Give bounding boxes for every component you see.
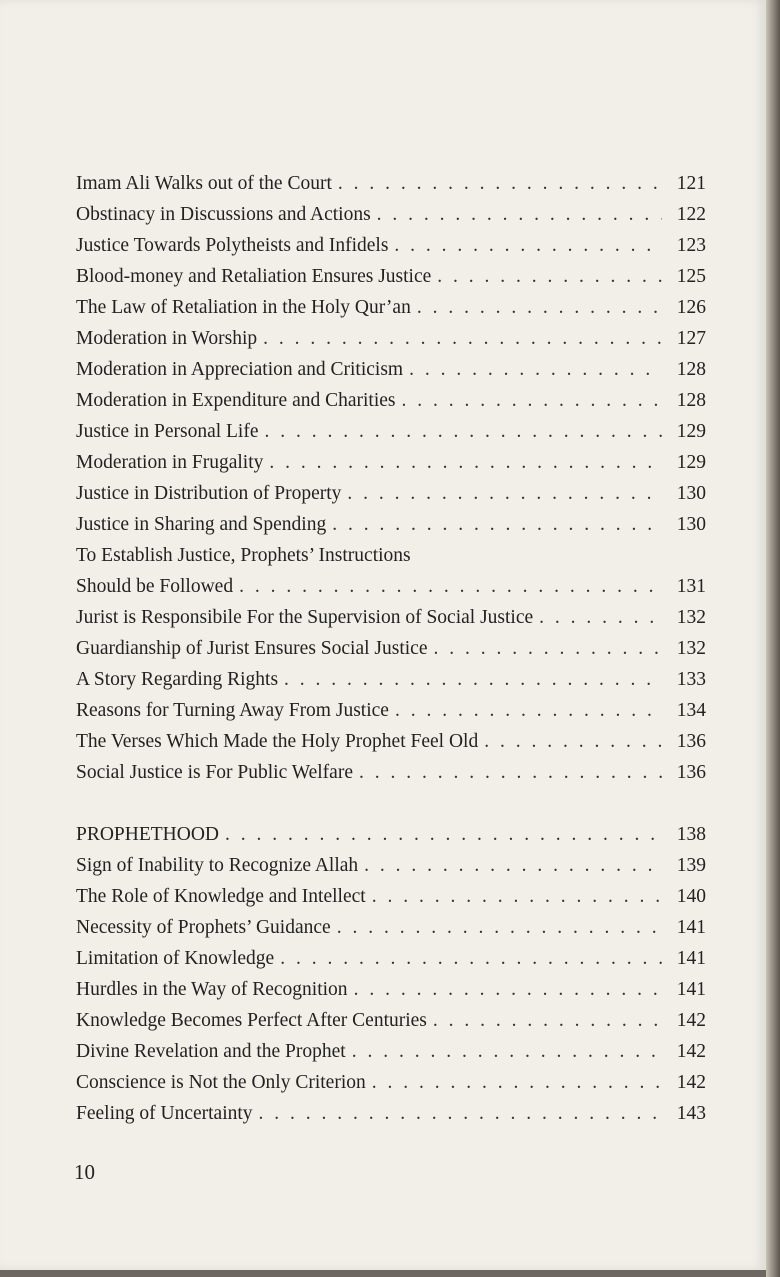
toc-entry-page: 129 — [676, 421, 706, 442]
toc-entry — [76, 850, 706, 881]
toc-entry — [76, 509, 706, 540]
toc-entry — [76, 323, 706, 354]
toc-entry — [76, 168, 706, 199]
toc-entry-title: Feeling of Uncertainty — [76, 1103, 253, 1124]
toc-entry-title: Jurist is Responsibile For the Supervision of Social Justice — [76, 607, 534, 628]
toc-entry-page: 123 — [676, 235, 706, 256]
toc-entry-title: Imam Ali Walks out of the Court — [76, 173, 332, 194]
leader-dots — [280, 943, 662, 974]
toc-entry — [76, 292, 706, 323]
leader-dots — [409, 354, 662, 385]
toc-entry-title: Moderation in Frugality — [76, 452, 264, 473]
toc-section-heading — [76, 819, 706, 850]
leader-dots — [377, 199, 662, 230]
leader-dots — [265, 416, 663, 447]
toc-entry-title: Moderation in Worship — [76, 328, 258, 349]
leader-dots — [225, 819, 662, 850]
toc-entry — [76, 354, 706, 385]
leader-dots — [434, 633, 663, 664]
leader-dots — [269, 447, 662, 478]
toc-entry-page: 136 — [676, 731, 706, 752]
leader-dots — [402, 385, 662, 416]
toc-entry — [76, 1067, 706, 1098]
toc-entry-title: Sign of Inability to Recognize Allah — [76, 855, 359, 876]
toc-entry-title: Divine Revelation and the Prophet — [76, 1041, 346, 1062]
toc-entry-page: 139 — [676, 855, 706, 876]
leader-dots — [395, 695, 662, 726]
toc-entry-page: 142 — [676, 1010, 706, 1031]
toc-entry-title: Social Justice is For Public Welfare — [76, 762, 353, 783]
toc-entry-page: 122 — [676, 204, 706, 225]
toc-entry-page: 136 — [676, 762, 706, 783]
section-gap — [76, 788, 706, 819]
toc-entry-page: 128 — [676, 359, 706, 380]
toc-entry-page: 141 — [676, 948, 706, 969]
leader-dots — [372, 1067, 662, 1098]
toc-entry — [76, 974, 706, 1005]
toc-entry-page: 141 — [676, 917, 706, 938]
leader-dots — [263, 323, 662, 354]
toc-entry — [76, 540, 706, 571]
toc-entry — [76, 1098, 706, 1129]
toc-entry-title: Conscience is Not the Only Criterion — [76, 1072, 366, 1093]
toc-entry — [76, 230, 706, 261]
leader-dots — [372, 881, 662, 912]
section-page: 138 — [676, 824, 706, 845]
book-spine-edge — [766, 0, 780, 1277]
toc-entry — [76, 943, 706, 974]
toc-entry — [76, 726, 706, 757]
toc-entry — [76, 385, 706, 416]
toc-entry-title: Obstinacy in Discussions and Actions — [76, 204, 371, 225]
leader-dots — [352, 1036, 662, 1067]
toc-entry-title: A Story Regarding Rights — [76, 669, 279, 690]
table-of-contents — [76, 168, 706, 1129]
toc-entry-page: 142 — [676, 1041, 706, 1062]
toc-entry-title: Justice in Personal Life — [76, 421, 259, 442]
toc-entry-title: To Establish Justice, Prophets’ Instructions — [76, 545, 411, 566]
toc-entry-page: 121 — [676, 173, 706, 194]
leader-dots — [284, 664, 662, 695]
toc-entry-page: 141 — [676, 979, 706, 1000]
toc-entry-page: 128 — [676, 390, 706, 411]
toc-entry-title: Moderation in Appreciation and Criticism — [76, 359, 404, 380]
toc-entry-title: Limitation of Knowledge — [76, 948, 275, 969]
toc-entry-title: Guardianship of Jurist Ensures Social Justice — [76, 638, 428, 659]
toc-entry — [76, 447, 706, 478]
page-number: 10 — [74, 1160, 95, 1184]
toc-entry — [76, 695, 706, 726]
toc-entry-title: Reasons for Turning Away From Justice — [76, 700, 389, 721]
toc-entry-title: Moderation in Expenditure and Charities — [76, 390, 396, 411]
leader-dots — [332, 509, 662, 540]
leader-dots — [484, 726, 662, 757]
leader-dots — [359, 757, 662, 788]
toc-entry-page: 132 — [676, 607, 706, 628]
leader-dots — [338, 168, 662, 199]
toc-entry-title: Knowledge Becomes Perfect After Centuries — [76, 1010, 427, 1031]
toc-entry — [76, 633, 706, 664]
toc-entry-page: 126 — [676, 297, 706, 318]
toc-entry-title: The Law of Retaliation in the Holy Qur’an — [76, 297, 411, 318]
toc-entry-page: 140 — [676, 886, 706, 907]
leader-dots — [417, 292, 662, 323]
toc-entry — [76, 571, 706, 602]
leader-dots — [437, 261, 662, 292]
toc-entry-page: 129 — [676, 452, 706, 473]
toc-entry-page: 130 — [676, 483, 706, 504]
toc-entry-page: 125 — [676, 266, 706, 287]
section-title: PROPHETHOOD — [76, 824, 220, 845]
toc-entry-page: 133 — [676, 669, 706, 690]
toc-entry-title: Necessity of Prophets’ Guidance — [76, 917, 331, 938]
toc-entry — [76, 261, 706, 292]
toc-entry — [76, 664, 706, 695]
toc-entry-page: 143 — [676, 1103, 706, 1124]
leader-dots — [433, 1005, 662, 1036]
leader-dots — [239, 571, 662, 602]
toc-entry-title: Hurdles in the Way of Recognition — [76, 979, 348, 1000]
toc-entry-page: 131 — [676, 576, 706, 597]
leader-dots — [347, 478, 662, 509]
toc-entry — [76, 199, 706, 230]
toc-entry-title: Justice Towards Polytheists and Infidels — [76, 235, 389, 256]
leader-dots — [394, 230, 662, 261]
leader-dots — [364, 850, 662, 881]
toc-entry — [76, 757, 706, 788]
toc-entry-title: Justice in Distribution of Property — [76, 483, 342, 504]
toc-entry-page: 134 — [676, 700, 706, 721]
toc-entry-page: 142 — [676, 1072, 706, 1093]
leader-dots — [259, 1098, 662, 1129]
leader-dots — [337, 912, 662, 943]
toc-entry-title: The Verses Which Made the Holy Prophet Feel Old — [76, 731, 479, 752]
leader-dots — [354, 974, 662, 1005]
toc-entry-page: 130 — [676, 514, 706, 535]
toc-entry — [76, 881, 706, 912]
toc-entry-title: Should be Followed — [76, 576, 234, 597]
toc-entry — [76, 602, 706, 633]
toc-entry-page: 127 — [676, 328, 706, 349]
toc-entry — [76, 1036, 706, 1067]
toc-entry — [76, 478, 706, 509]
toc-entry-page: 132 — [676, 638, 706, 659]
toc-entry — [76, 1005, 706, 1036]
leader-dots — [539, 602, 662, 633]
toc-entry — [76, 416, 706, 447]
toc-entry-title: Blood-money and Retaliation Ensures Justice — [76, 266, 432, 287]
toc-entry-title: The Role of Knowledge and Intellect — [76, 886, 366, 907]
toc-entry-title: Justice in Sharing and Spending — [76, 514, 327, 535]
toc-entry — [76, 912, 706, 943]
